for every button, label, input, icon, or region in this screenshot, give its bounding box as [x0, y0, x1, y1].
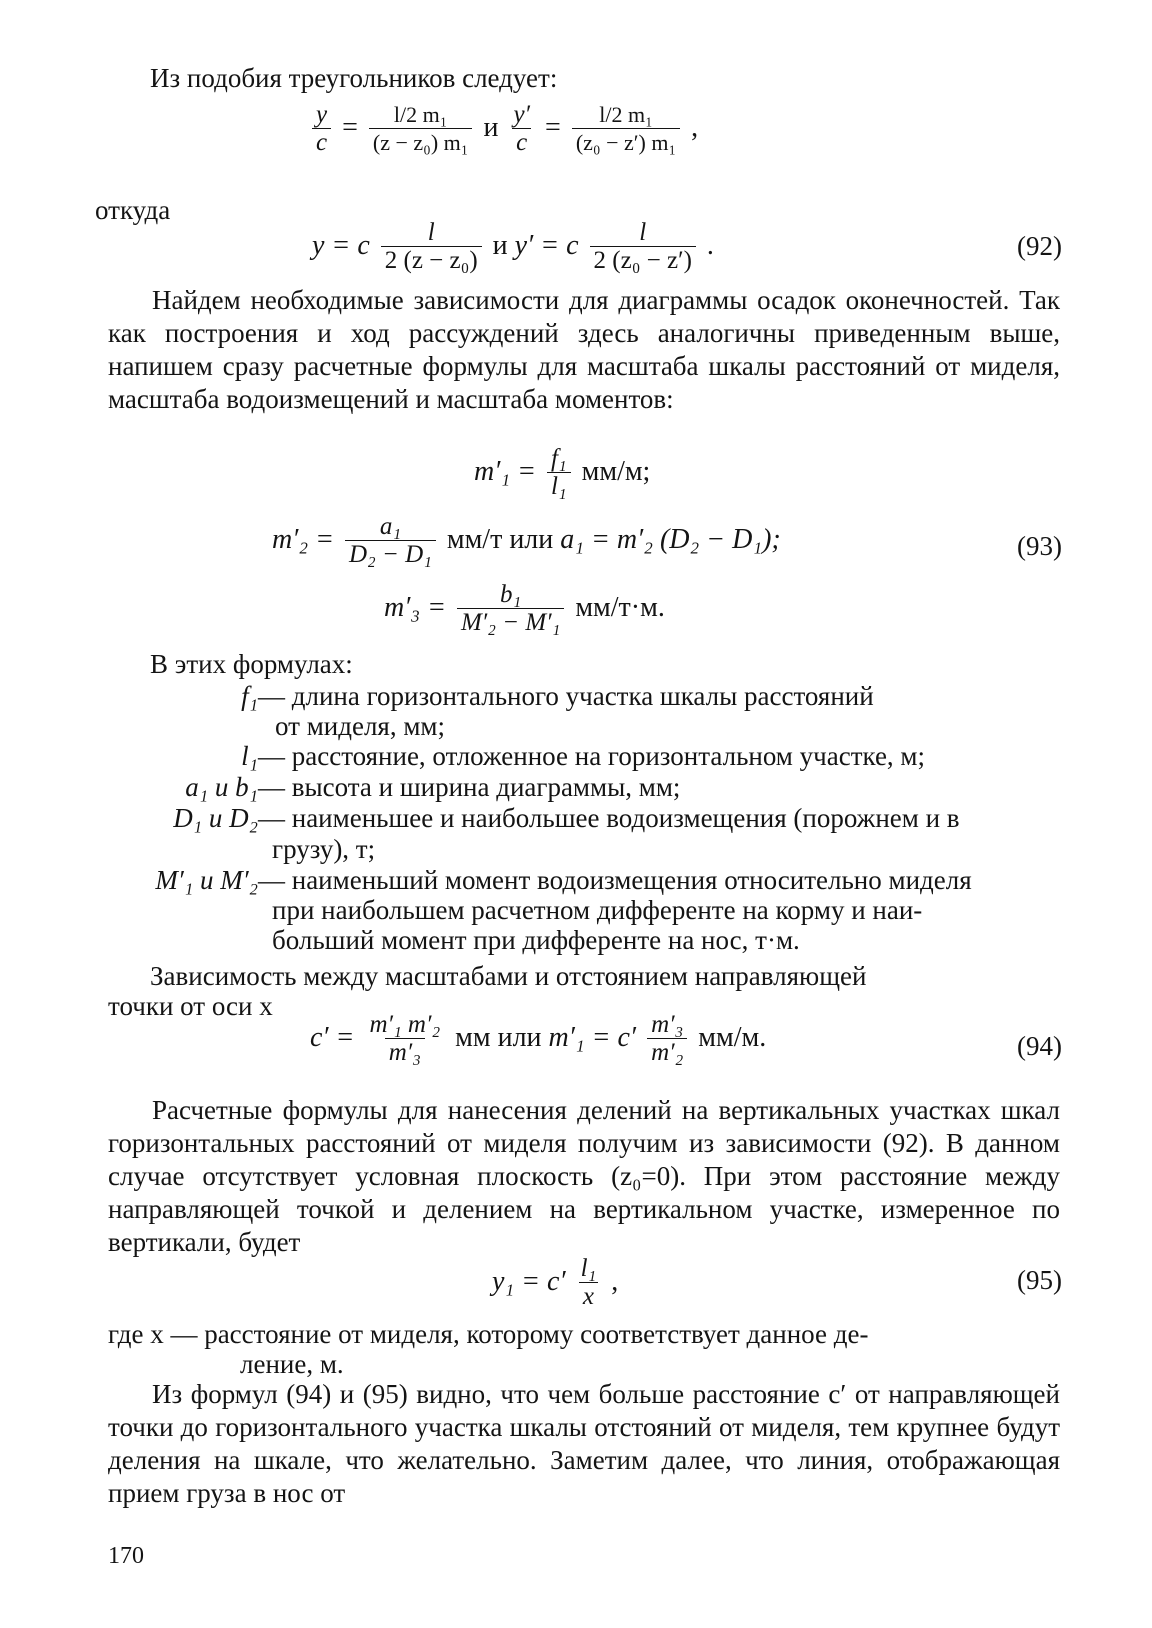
definition-d1-d2: D₁ и D₂— наименьшее и наибольшее водоизмещения (порожнем и в [173, 803, 960, 833]
definition-d1-d2-cont: грузу), т; [272, 834, 376, 864]
equation-93c: m′₃ = $\frac{\text{b₁}}{\text{M′₂ − M′₁}}$ мм/т·м. [384, 581, 665, 636]
intro-text: Из подобия треугольников следует: [150, 63, 558, 93]
equation-number-93: (93) [1017, 531, 1062, 561]
equation-similarity: $\frac{y}{c}$ = $\frac{\text{l/2 m₁}}{\text{(z − z₀) m₁}}$ и $\frac{y'}{c}$ = $\frac{\text{l/2 m₁}}{\text{(z₀ − z′) m₁}}$ , [308, 102, 698, 157]
paragraph-2-line1: Зависимость между масштабами и отстоянием направляющей [150, 961, 867, 991]
where-line2: ление, м. [240, 1349, 344, 1379]
paragraph-2-line2: точки от оси x [108, 991, 273, 1021]
definition-f1-cont: от миделя, мм; [275, 711, 446, 741]
equation-94: c′ = $\frac{\text{m′₁ m′₂}}{\text{m′₃}}$ мм или m′₁ = c′ $\frac{\text{m′₃}}{\text{m′₂}}$ мм/м. [310, 1011, 767, 1066]
where-line1: где x — расстояние от миделя, которому соответствует данное де- [108, 1319, 869, 1349]
definition-m1-m2-cont2: больший момент при дифференте на нос, т·м. [272, 925, 800, 955]
equation-93a: m′₁ = $\frac{\text{f₁}}{\text{l₁}}$ мм/м; [474, 445, 651, 500]
definitions-intro: В этих формулах: [150, 649, 353, 679]
page-number: 170 [108, 1543, 144, 1569]
whence-text: откуда [95, 195, 171, 225]
definition-m1-m2-cont1: при наибольшем расчетном дифференте на корму и наи- [272, 895, 923, 925]
equation-number-94: (94) [1017, 1031, 1062, 1061]
definition-l1: l₁— расстояние, отложенное на горизонтальном участке, м; [241, 741, 926, 771]
paragraph-3: Расчетные формулы для нанесения делений на вертикальных участках шкал горизонтальных расстояний от миделя получим из зависимости (92). В данном случае отсутствует условная плоскость (z₀=0). При этом расстояние между направляющей точкой и делением на вертикальном участке, измеренное по вертикали, будет [108, 1095, 1060, 1257]
paragraph-1: Найдем необходимые зависимости для диаграммы осадок оконечностей. Так как построения и ход рассуждений здесь аналогичны приведенным выше, напишем сразу расчетные формулы для масштаба шкалы расстояний от миделя, масштаба водоизмещений и масштаба моментов: [108, 285, 1060, 414]
definition-m1-m2: M′₁ и M′₂— наименьший момент водоизмещения относительно миделя [155, 865, 972, 895]
definition-f1: f₁— длина горизонтального участка шкалы расстояний [241, 681, 874, 711]
equation-93b: m′₂ = $\frac{\text{a₁}}{\text{D₂ − D₁}}$ мм/т или a₁ = m′₂ (D₂ − D₁); [272, 513, 781, 568]
equation-number-95: (95) [1017, 1265, 1062, 1295]
equation-number-92: (92) [1017, 231, 1062, 261]
equation-95: y₁ = c′ $\frac{\text{l₁}}{x}$ , [492, 1255, 619, 1310]
definition-a1-b1: a₁ и b₁— высота и ширина диаграммы, мм; [185, 772, 681, 802]
equation-92: y = c $\frac{l}{\text{2 (z − z₀)}}$ и y′ = c $\frac{l}{\text{2 (z₀ − z′)}}$ . [312, 219, 714, 274]
paragraph-4: Из формул (94) и (95) видно, что чем больше расстояние c′ от направляющей точки до горизонтального участка шкалы отстояний от миделя, тем крупнее будут деления на шкале, что желательно. Заметим далее, что линия, отображающая прием груза в нос от [108, 1379, 1060, 1508]
